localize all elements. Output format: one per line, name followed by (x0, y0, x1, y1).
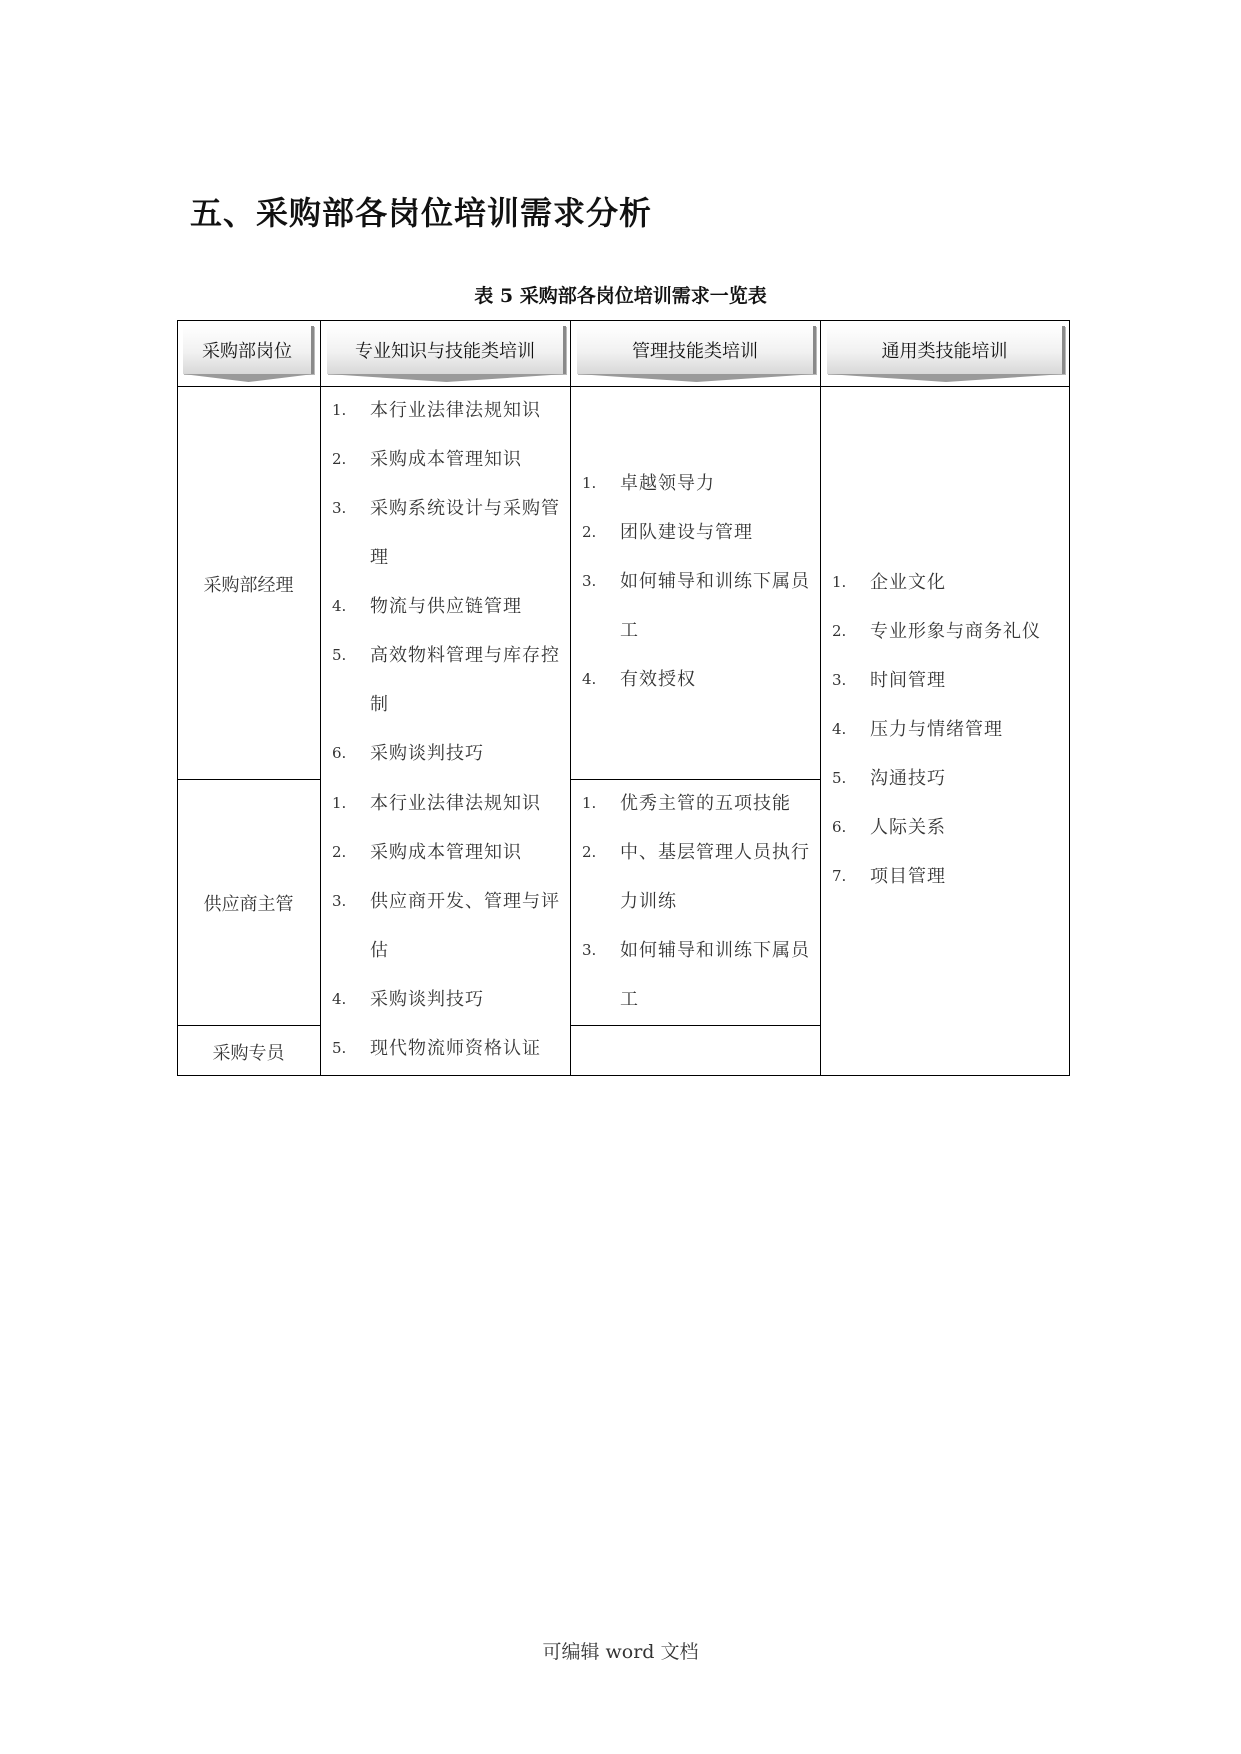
management-list-manager (580, 459, 820, 704)
list-item-number: 1. (582, 794, 597, 812)
footer-text: 可编辑 word 文档 (542, 1641, 699, 1663)
list-item-number: 1. (832, 573, 847, 591)
list-item-text: 沟通技巧 (870, 768, 946, 789)
position-specialist: 采购专员 (212, 1043, 285, 1064)
list-item-text: 有效授权 (620, 669, 696, 690)
list-item (580, 557, 820, 606)
list-item (330, 975, 570, 1024)
list-item (580, 606, 820, 655)
list-item-text: 卓越领导力 (620, 473, 715, 494)
col-divider-1 (320, 320, 321, 1076)
list-item (580, 975, 820, 1024)
list-item (580, 459, 820, 508)
header-arrow-path (327, 374, 566, 382)
list-item-number: 5. (332, 1039, 347, 1057)
list-item-text: 如何辅导和训练下属员 (620, 571, 810, 592)
list-item-text: 如何辅导和训练下属员 (620, 940, 810, 961)
list-item-text: 采购成本管理知识 (370, 449, 522, 470)
list-item-number: 4. (332, 597, 347, 615)
list-item (330, 533, 570, 582)
professional-list-manager (330, 386, 570, 778)
table-border-right (1069, 320, 1070, 1076)
list-item-number: 6. (832, 818, 847, 836)
list-item-number (330, 533, 370, 582)
list-item-text: 采购谈判技巧 (370, 989, 484, 1010)
list-item-text: 压力与情绪管理 (870, 719, 1003, 740)
header-position (183, 326, 314, 374)
list-item-number: 4. (832, 720, 847, 738)
col-divider-2 (570, 320, 571, 1076)
list-item-number: 2. (582, 523, 597, 541)
list-item (580, 655, 820, 704)
list-item-text: 理 (370, 547, 389, 568)
header-professional-label: 专业知识与技能类培训 (355, 341, 535, 362)
list-item-text: 本行业法律法规知识 (370, 793, 541, 814)
list-item-text: 力训练 (620, 891, 677, 912)
list-item-number: 2. (832, 622, 847, 640)
list-item (330, 729, 570, 778)
list-item (830, 803, 1065, 852)
list-item-number: 3. (582, 572, 597, 590)
list-item-text: 团队建设与管理 (620, 522, 753, 543)
list-item-number: 6. (332, 744, 347, 762)
header-management-label: 管理技能类培训 (632, 341, 758, 362)
list-item (330, 631, 570, 680)
header-general (827, 326, 1065, 374)
list-item (330, 828, 570, 877)
list-item (830, 705, 1065, 754)
list-item (830, 656, 1065, 705)
list-item (330, 1024, 570, 1073)
header-bottom-line (177, 386, 1070, 387)
list-item-text: 采购系统设计与采购管 (370, 498, 560, 519)
section-title: 五、采购部各岗位培训需求分析 (190, 194, 653, 232)
list-item-number (580, 877, 620, 926)
table-border-bottom (177, 1075, 1070, 1076)
list-item-number: 5. (332, 646, 347, 664)
row-divider-manager (177, 779, 320, 780)
header-general-label: 通用类技能培训 (881, 341, 1008, 362)
list-item-number: 3. (332, 499, 347, 517)
list-item-number (330, 680, 370, 729)
table-border-left (177, 320, 178, 1076)
list-item-number: 4. (332, 990, 347, 1008)
list-item-text: 工 (620, 989, 639, 1010)
header-arrow-shape (327, 374, 566, 384)
list-item-number: 3. (832, 671, 847, 689)
list-item (830, 852, 1065, 901)
list-item-number: 2. (332, 843, 347, 861)
list-item-text: 专业形象与商务礼仪 (870, 621, 1041, 642)
list-item (830, 754, 1065, 803)
list-item-text: 人际关系 (870, 817, 946, 838)
list-item-number (330, 926, 370, 975)
list-item-text: 高效物料管理与库存控 (370, 645, 560, 666)
list-item (330, 386, 570, 435)
list-item-text: 项目管理 (870, 866, 946, 887)
list-item-number: 1. (332, 401, 347, 419)
table-border-top (177, 320, 1070, 321)
list-item (580, 828, 820, 877)
list-item-text: 本行业法律法规知识 (370, 400, 541, 421)
row-divider-supervisor-mgmt (570, 1025, 820, 1026)
list-item-number (580, 606, 620, 655)
header-management (577, 326, 816, 374)
list-item (330, 926, 570, 975)
header-arrow-path (577, 374, 816, 382)
general-list (830, 558, 1065, 901)
list-item (330, 877, 570, 926)
list-item-text: 采购谈判技巧 (370, 743, 484, 764)
list-item (330, 680, 570, 729)
col-divider-3 (820, 320, 821, 1076)
list-item (580, 926, 820, 975)
header-position-label: 采购部岗位 (202, 341, 292, 362)
list-item-number: 4. (582, 670, 597, 688)
list-item-number: 2. (582, 843, 597, 861)
list-item (830, 607, 1065, 656)
list-item-number: 5. (832, 769, 847, 787)
list-item-text: 采购成本管理知识 (370, 842, 522, 863)
header-arrow-path (827, 374, 1065, 382)
header-arrow-shape (577, 374, 816, 384)
position-supervisor: 供应商主管 (203, 894, 294, 915)
list-item (330, 435, 570, 484)
position-manager: 采购部经理 (203, 575, 294, 596)
header-professional (327, 326, 566, 374)
list-item-text: 时间管理 (870, 670, 946, 691)
table-caption: 表 5 采购部各岗位培训需求一览表 (474, 285, 767, 307)
list-item-number: 1. (332, 794, 347, 812)
list-item-text: 物流与供应链管理 (370, 596, 522, 617)
list-item-number: 3. (582, 941, 597, 959)
list-item-text: 现代物流师资格认证 (370, 1038, 541, 1059)
list-item-text: 制 (370, 694, 389, 715)
list-item (330, 779, 570, 828)
list-item (580, 877, 820, 926)
list-item (580, 508, 820, 557)
list-item-text: 估 (370, 940, 389, 961)
professional-list-supervisor (330, 779, 570, 1073)
list-item (830, 558, 1065, 607)
header-arrow-shape (827, 374, 1065, 384)
row-divider-supervisor (177, 1025, 320, 1026)
list-item-text: 中、基层管理人员执行 (620, 842, 810, 863)
management-list-supervisor (580, 779, 820, 1024)
list-item-number: 3. (332, 892, 347, 910)
header-arrow-path (183, 374, 314, 382)
list-item-text: 优秀主管的五项技能 (620, 793, 791, 814)
list-item-number: 7. (832, 867, 847, 885)
list-item-number: 1. (582, 474, 597, 492)
header-arrow-shape (183, 374, 314, 384)
training-needs-table (177, 320, 1070, 1076)
list-item (330, 582, 570, 631)
list-item-number: 2. (332, 450, 347, 468)
list-item-text: 供应商开发、管理与评 (370, 891, 560, 912)
list-item (330, 484, 570, 533)
list-item-text: 企业文化 (870, 572, 946, 593)
list-item-number (580, 975, 620, 1024)
list-item-text: 工 (620, 620, 639, 641)
list-item (580, 779, 820, 828)
